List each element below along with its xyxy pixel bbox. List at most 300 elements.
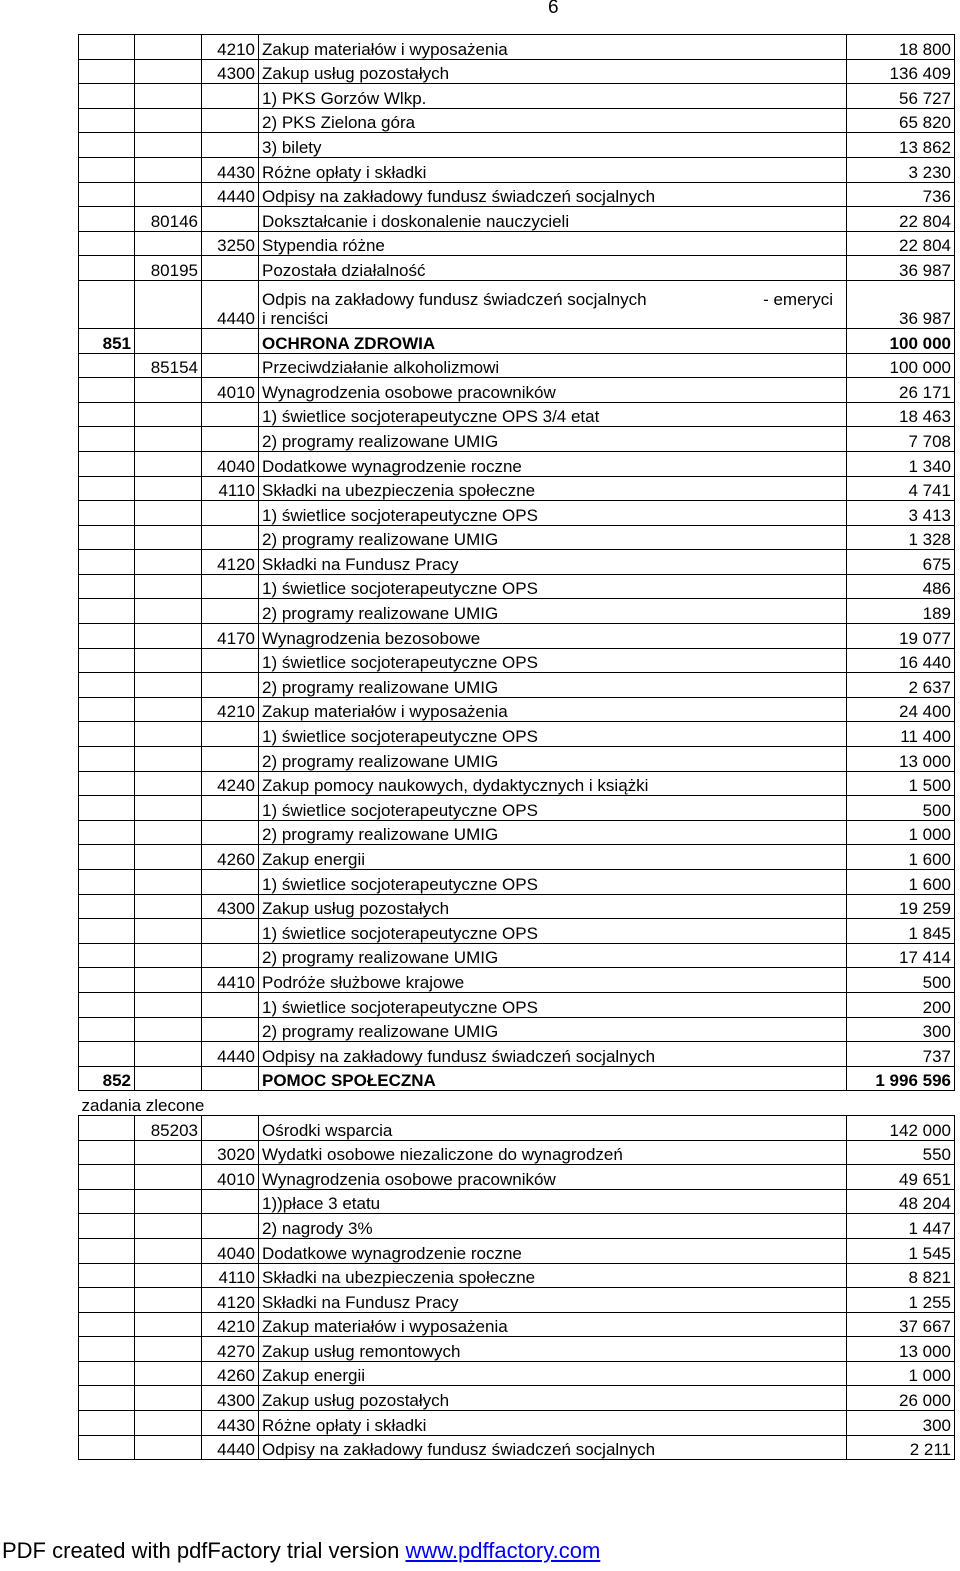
dzial-cell: [79, 1411, 135, 1436]
description-cell: Dodatkowe wynagrodzenie roczne: [259, 1238, 847, 1263]
table-row: [79, 256, 955, 281]
dzial-cell: [79, 796, 135, 821]
dzial-cell: [79, 1042, 135, 1067]
rozdzial-cell: [135, 59, 202, 84]
description-line: Odpis na zakładowy fundusz świadczeń socjalnych: [262, 289, 647, 309]
table-row: [79, 231, 955, 256]
dzial-cell: [79, 1263, 135, 1288]
table-row: [79, 1017, 955, 1042]
description-cell: Odpisy na zakładowy fundusz świadczeń socjalnych: [259, 182, 847, 207]
paragraf-cell: 3020: [202, 1140, 259, 1165]
footer-link[interactable]: www.pdffactory.com: [405, 1538, 601, 1563]
description-cell: 1) świetlice socjoterapeutyczne OPS 3/4 etat: [259, 402, 847, 427]
amount-cell: 1 500: [847, 771, 955, 796]
table-row: [79, 1312, 955, 1337]
table-row: [79, 968, 955, 993]
paragraf-cell: [202, 256, 259, 281]
rozdzial-cell: [135, 599, 202, 624]
dzial-cell: [79, 820, 135, 845]
dzial-cell: [79, 1386, 135, 1411]
table-row: [79, 648, 955, 673]
rozdzial-cell: 80146: [135, 207, 202, 232]
rozdzial-cell: [135, 1017, 202, 1042]
amount-cell: 189: [847, 599, 955, 624]
dzial-cell: [79, 648, 135, 673]
description-cell: Składki na Fundusz Pracy: [259, 1288, 847, 1313]
rozdzial-cell: [135, 182, 202, 207]
description-cell: Zakup usług remontowych: [259, 1337, 847, 1362]
description-cell: 1) świetlice socjoterapeutyczne OPS: [259, 992, 847, 1017]
amount-cell: 8 821: [847, 1263, 955, 1288]
dzial-cell: [79, 1214, 135, 1239]
table-row: [79, 1042, 955, 1067]
amount-cell: 300: [847, 1017, 955, 1042]
rozdzial-cell: [135, 1411, 202, 1436]
table-row: [79, 820, 955, 845]
rozdzial-cell: [135, 1165, 202, 1190]
table-row: [79, 451, 955, 476]
description-cell: Zakup materiałów i wyposażenia: [259, 35, 847, 60]
description-cell: Wydatki osobowe niezaliczone do wynagrodzeń: [259, 1140, 847, 1165]
table-row: [79, 919, 955, 944]
table-row: [79, 697, 955, 722]
rozdzial-cell: [135, 451, 202, 476]
rozdzial-cell: 85203: [135, 1115, 202, 1140]
dzial-cell: [79, 943, 135, 968]
dzial-cell: [79, 1312, 135, 1337]
rozdzial-cell: [135, 771, 202, 796]
paragraf-cell: [202, 648, 259, 673]
rozdzial-cell: [135, 328, 202, 353]
paragraf-cell: 4410: [202, 968, 259, 993]
amount-cell: 26 000: [847, 1386, 955, 1411]
empty-cell: [259, 1091, 847, 1116]
table-row: [79, 1214, 955, 1239]
dzial-cell: [79, 1165, 135, 1190]
rozdzial-cell: [135, 402, 202, 427]
description-cell: Pozostała działalność: [259, 256, 847, 281]
amount-cell: 3 230: [847, 157, 955, 182]
paragraf-cell: [202, 796, 259, 821]
paragraf-cell: [202, 108, 259, 133]
paragraf-cell: 4440: [202, 1435, 259, 1460]
amount-cell: 1 328: [847, 525, 955, 550]
amount-cell: 13 862: [847, 133, 955, 158]
table-row: [79, 1288, 955, 1313]
dzial-cell: 851: [79, 328, 135, 353]
rozdzial-cell: [135, 280, 202, 328]
table-row: [79, 402, 955, 427]
amount-cell: 300: [847, 1411, 955, 1436]
dzial-cell: [79, 59, 135, 84]
rozdzial-cell: [135, 1140, 202, 1165]
rozdzial-cell: [135, 427, 202, 452]
table-row: [79, 1361, 955, 1386]
table-row: [79, 133, 955, 158]
description-cell: 3) bilety: [259, 133, 847, 158]
rozdzial-cell: [135, 648, 202, 673]
description-cell: 2) programy realizowane UMIG: [259, 427, 847, 452]
dzial-cell: [79, 402, 135, 427]
amount-cell: 500: [847, 968, 955, 993]
paragraf-cell: [202, 1115, 259, 1140]
rozdzial-cell: [135, 624, 202, 649]
table-row: [79, 574, 955, 599]
dzial-cell: [79, 451, 135, 476]
table-row: [79, 35, 955, 60]
description-cell: OCHRONA ZDROWIA: [259, 328, 847, 353]
description-cell: Zakup usług pozostałych: [259, 1386, 847, 1411]
dzial-cell: [79, 280, 135, 328]
amount-cell: 142 000: [847, 1115, 955, 1140]
paragraf-cell: [202, 84, 259, 109]
dzial-cell: [79, 992, 135, 1017]
rozdzial-cell: [135, 1361, 202, 1386]
table-row: [79, 624, 955, 649]
table-row: [79, 1337, 955, 1362]
amount-cell: 17 414: [847, 943, 955, 968]
rozdzial-cell: [135, 747, 202, 772]
paragraf-cell: [202, 870, 259, 895]
amount-cell: 486: [847, 574, 955, 599]
table-row: [79, 1091, 955, 1116]
description-cell: 1) świetlice socjoterapeutyczne OPS: [259, 574, 847, 599]
amount-cell: 1 000: [847, 1361, 955, 1386]
dzial-cell: [79, 35, 135, 60]
paragraf-cell: [202, 747, 259, 772]
note-cell: zadania zlecone: [79, 1091, 259, 1116]
dzial-cell: [79, 1435, 135, 1460]
description-cell: [259, 280, 847, 328]
rozdzial-cell: [135, 1189, 202, 1214]
table-row: [79, 378, 955, 403]
table-row: [79, 992, 955, 1017]
paragraf-cell: [202, 1066, 259, 1091]
paragraf-cell: 4270: [202, 1337, 259, 1362]
table-row: [79, 84, 955, 109]
dzial-cell: [79, 353, 135, 378]
amount-cell: 737: [847, 1042, 955, 1067]
description-cell: Zakup usług pozostałych: [259, 59, 847, 84]
rozdzial-cell: [135, 476, 202, 501]
table-row: [79, 525, 955, 550]
table-row: [79, 894, 955, 919]
paragraf-cell: [202, 1214, 259, 1239]
amount-cell: 1 000: [847, 820, 955, 845]
amount-cell: 1 340: [847, 451, 955, 476]
dzial-cell: [79, 1238, 135, 1263]
paragraf-cell: [202, 1017, 259, 1042]
dzial-cell: [79, 378, 135, 403]
paragraf-cell: 4300: [202, 894, 259, 919]
table-row: [79, 1189, 955, 1214]
paragraf-cell: 4210: [202, 1312, 259, 1337]
paragraf-cell: [202, 722, 259, 747]
dzial-cell: [79, 501, 135, 526]
amount-cell: 1 447: [847, 1214, 955, 1239]
paragraf-cell: 4440: [202, 182, 259, 207]
table-row: [79, 1263, 955, 1288]
table-row: [79, 747, 955, 772]
rozdzial-cell: [135, 157, 202, 182]
amount-cell: 736: [847, 182, 955, 207]
description-cell: 2) programy realizowane UMIG: [259, 820, 847, 845]
amount-cell: 4 741: [847, 476, 955, 501]
dzial-cell: [79, 133, 135, 158]
paragraf-cell: 4110: [202, 476, 259, 501]
dzial-cell: [79, 870, 135, 895]
budget-table: [78, 34, 955, 1460]
dzial-cell: [79, 722, 135, 747]
description-cell: 2) programy realizowane UMIG: [259, 943, 847, 968]
description-cell: Zakup usług pozostałych: [259, 894, 847, 919]
table-row: [79, 328, 955, 353]
dzial-cell: 852: [79, 1066, 135, 1091]
pdf-footer: [2, 1538, 600, 1564]
paragraf-cell: [202, 402, 259, 427]
description-cell: Zakup materiałów i wyposażenia: [259, 1312, 847, 1337]
amount-cell: 136 409: [847, 59, 955, 84]
amount-cell: 13 000: [847, 747, 955, 772]
dzial-cell: [79, 256, 135, 281]
table-row: [79, 550, 955, 575]
description-cell: 1) świetlice socjoterapeutyczne OPS: [259, 919, 847, 944]
rozdzial-cell: [135, 722, 202, 747]
description-cell: Podróże służbowe krajowe: [259, 968, 847, 993]
description-cell: 1) świetlice socjoterapeutyczne OPS: [259, 501, 847, 526]
dzial-cell: [79, 84, 135, 109]
paragraf-cell: [202, 501, 259, 526]
paragraf-cell: [202, 992, 259, 1017]
rozdzial-cell: [135, 673, 202, 698]
table-row: [79, 59, 955, 84]
amount-cell: 3 413: [847, 501, 955, 526]
rozdzial-cell: [135, 1435, 202, 1460]
rozdzial-cell: [135, 1263, 202, 1288]
dzial-cell: [79, 599, 135, 624]
amount-cell: 2 637: [847, 673, 955, 698]
table-row: [79, 476, 955, 501]
amount-cell: 36 987: [847, 256, 955, 281]
rozdzial-cell: [135, 845, 202, 870]
rozdzial-cell: [135, 919, 202, 944]
dzial-cell: [79, 574, 135, 599]
rozdzial-cell: 85154: [135, 353, 202, 378]
description-line: i renciści: [262, 308, 329, 328]
table-row: [79, 796, 955, 821]
dzial-cell: [79, 1361, 135, 1386]
rozdzial-cell: [135, 84, 202, 109]
amount-cell: 22 804: [847, 231, 955, 256]
paragraf-cell: 4120: [202, 1288, 259, 1313]
dzial-cell: [79, 231, 135, 256]
description-cell: 1) świetlice socjoterapeutyczne OPS: [259, 722, 847, 747]
table-row: [79, 722, 955, 747]
dzial-cell: [79, 1189, 135, 1214]
paragraf-cell: 4440: [202, 280, 259, 328]
amount-cell: 18 463: [847, 402, 955, 427]
amount-cell: 56 727: [847, 84, 955, 109]
description-cell: Wynagrodzenia bezosobowe: [259, 624, 847, 649]
dzial-cell: [79, 894, 135, 919]
amount-cell: 22 804: [847, 207, 955, 232]
dzial-cell: [79, 182, 135, 207]
paragraf-cell: 4010: [202, 378, 259, 403]
description-cell: Różne opłaty i składki: [259, 1411, 847, 1436]
table-row: [79, 845, 955, 870]
amount-cell: 1 600: [847, 870, 955, 895]
description-cell: Zakup pomocy naukowych, dydaktycznych i książki: [259, 771, 847, 796]
amount-cell: 2 211: [847, 1435, 955, 1460]
rozdzial-cell: [135, 1066, 202, 1091]
paragraf-cell: [202, 919, 259, 944]
paragraf-cell: 4010: [202, 1165, 259, 1190]
rozdzial-cell: [135, 133, 202, 158]
rozdzial-cell: [135, 992, 202, 1017]
dzial-cell: [79, 919, 135, 944]
description-cell: Dokształcanie i doskonalenie nauczycieli: [259, 207, 847, 232]
paragraf-cell: 4300: [202, 1386, 259, 1411]
paragraf-cell: 4240: [202, 771, 259, 796]
description-cell: Zakup materiałów i wyposażenia: [259, 697, 847, 722]
paragraf-cell: [202, 353, 259, 378]
dzial-cell: [79, 1140, 135, 1165]
amount-cell: 18 800: [847, 35, 955, 60]
description-cell: Zakup energii: [259, 1361, 847, 1386]
table-row: [79, 182, 955, 207]
description-cell: Odpisy na zakładowy fundusz świadczeń socjalnych: [259, 1435, 847, 1460]
amount-cell: 100 000: [847, 353, 955, 378]
paragraf-cell: [202, 820, 259, 845]
table-row: [79, 943, 955, 968]
table-row: [79, 1066, 955, 1091]
description-cell: 2) PKS Zielona góra: [259, 108, 847, 133]
table-row: [79, 870, 955, 895]
amount-cell: 550: [847, 1140, 955, 1165]
paragraf-cell: 4260: [202, 845, 259, 870]
paragraf-cell: [202, 207, 259, 232]
amount-cell: 37 667: [847, 1312, 955, 1337]
description-cell: Składki na ubezpieczenia społeczne: [259, 476, 847, 501]
table-row: [79, 108, 955, 133]
paragraf-cell: [202, 673, 259, 698]
dzial-cell: [79, 1337, 135, 1362]
description-cell: POMOC SPOŁECZNA: [259, 1066, 847, 1091]
paragraf-cell: [202, 574, 259, 599]
dzial-cell: [79, 207, 135, 232]
description-cell: 2) programy realizowane UMIG: [259, 673, 847, 698]
paragraf-cell: 4300: [202, 59, 259, 84]
amount-cell: 1 600: [847, 845, 955, 870]
rozdzial-cell: [135, 1386, 202, 1411]
paragraf-cell: [202, 525, 259, 550]
rozdzial-cell: [135, 501, 202, 526]
table-row: [79, 353, 955, 378]
description-cell: Zakup energii: [259, 845, 847, 870]
rozdzial-cell: [135, 525, 202, 550]
paragraf-cell: 4170: [202, 624, 259, 649]
table-row: [79, 1435, 955, 1460]
amount-cell: 675: [847, 550, 955, 575]
rozdzial-cell: [135, 1288, 202, 1313]
description-cell: 2) programy realizowane UMIG: [259, 599, 847, 624]
description-suffix: - emeryci: [763, 289, 833, 309]
description-cell: 1) świetlice socjoterapeutyczne OPS: [259, 648, 847, 673]
amount-cell: 1 996 596: [847, 1066, 955, 1091]
description-cell: Stypendia różne: [259, 231, 847, 256]
table-row: [79, 1411, 955, 1436]
paragraf-cell: [202, 133, 259, 158]
table-row: [79, 1140, 955, 1165]
table-row: [79, 427, 955, 452]
amount-cell: 16 440: [847, 648, 955, 673]
dzial-cell: [79, 157, 135, 182]
paragraf-cell: 4260: [202, 1361, 259, 1386]
table-row: [79, 1115, 955, 1140]
table-row: [79, 673, 955, 698]
footer-text: PDF created with pdfFactory trial version: [2, 1538, 406, 1563]
rozdzial-cell: [135, 574, 202, 599]
amount-cell: 500: [847, 796, 955, 821]
amount-cell: 65 820: [847, 108, 955, 133]
page-number: 6: [548, 0, 559, 18]
rozdzial-cell: [135, 697, 202, 722]
paragraf-cell: 4440: [202, 1042, 259, 1067]
description-cell: 2) programy realizowane UMIG: [259, 747, 847, 772]
paragraf-cell: 4430: [202, 157, 259, 182]
dzial-cell: [79, 427, 135, 452]
description-cell: 1) świetlice socjoterapeutyczne OPS: [259, 796, 847, 821]
rozdzial-cell: [135, 1312, 202, 1337]
description-cell: Ośrodki wsparcia: [259, 1115, 847, 1140]
table-row: [79, 280, 955, 328]
description-cell: Składki na ubezpieczenia społeczne: [259, 1263, 847, 1288]
description-cell: Wynagrodzenia osobowe pracowników: [259, 378, 847, 403]
amount-cell: 11 400: [847, 722, 955, 747]
paragraf-cell: [202, 1189, 259, 1214]
rozdzial-cell: [135, 1214, 202, 1239]
dzial-cell: [79, 747, 135, 772]
rozdzial-cell: [135, 108, 202, 133]
description-cell: 2) nagrody 3%: [259, 1214, 847, 1239]
paragraf-cell: 4040: [202, 451, 259, 476]
table-row: [79, 1238, 955, 1263]
description-cell: Dodatkowe wynagrodzenie roczne: [259, 451, 847, 476]
rozdzial-cell: [135, 231, 202, 256]
table-row: [79, 501, 955, 526]
amount-cell: 49 651: [847, 1165, 955, 1190]
rozdzial-cell: 80195: [135, 256, 202, 281]
paragraf-cell: 4430: [202, 1411, 259, 1436]
rozdzial-cell: [135, 550, 202, 575]
amount-cell: 1 845: [847, 919, 955, 944]
rozdzial-cell: [135, 1337, 202, 1362]
rozdzial-cell: [135, 378, 202, 403]
rozdzial-cell: [135, 1238, 202, 1263]
rozdzial-cell: [135, 35, 202, 60]
description-cell: Składki na Fundusz Pracy: [259, 550, 847, 575]
amount-cell: 36 987: [847, 280, 955, 328]
amount-cell: 48 204: [847, 1189, 955, 1214]
description-cell: 1) świetlice socjoterapeutyczne OPS: [259, 870, 847, 895]
paragraf-cell: 4210: [202, 35, 259, 60]
description-cell: Wynagrodzenia osobowe pracowników: [259, 1165, 847, 1190]
amount-cell: 7 708: [847, 427, 955, 452]
amount-cell: 24 400: [847, 697, 955, 722]
dzial-cell: [79, 108, 135, 133]
dzial-cell: [79, 673, 135, 698]
dzial-cell: [79, 525, 135, 550]
